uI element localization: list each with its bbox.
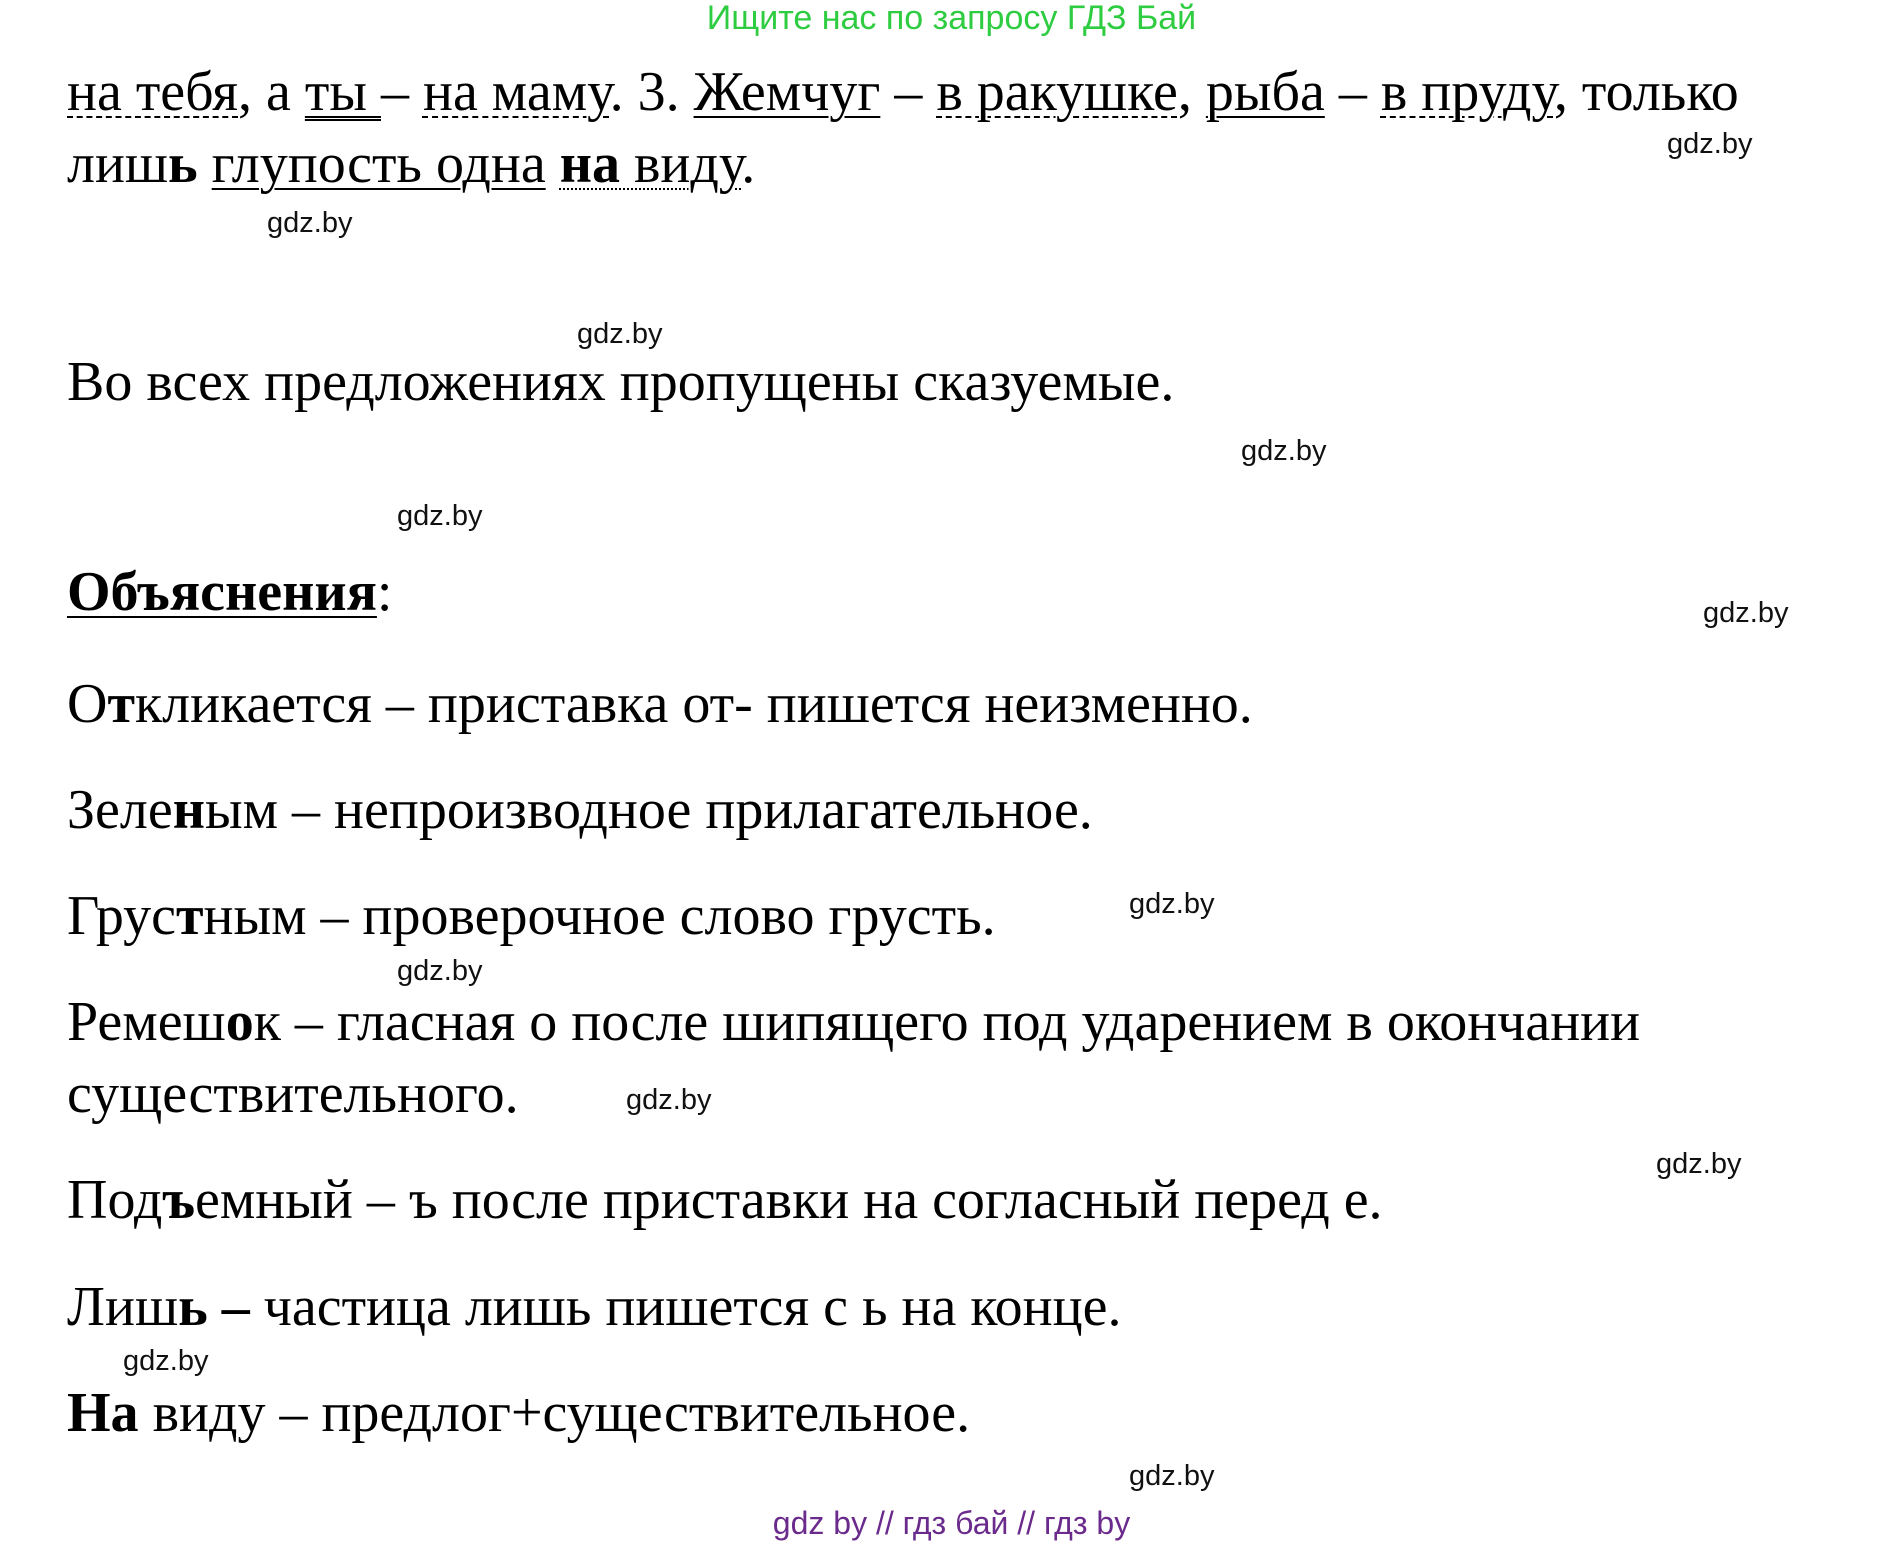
text-segment: , только bbox=[1553, 61, 1739, 123]
bold-letter: ъ bbox=[162, 1169, 195, 1231]
bold-letter: о bbox=[225, 991, 254, 1053]
text-segment: О bbox=[67, 673, 108, 735]
watermark: gdz.by bbox=[397, 955, 483, 987]
text-segment: – bbox=[1324, 61, 1381, 123]
explanations-heading bbox=[67, 560, 392, 624]
subject-word: рыба bbox=[1205, 61, 1325, 123]
text-segment: Ремеш bbox=[67, 991, 226, 1053]
bold-letter: т bbox=[107, 673, 135, 735]
text-segment: Грус bbox=[67, 885, 176, 947]
bold-letter: т bbox=[175, 885, 204, 947]
text-segment: , bbox=[1177, 61, 1206, 123]
watermark: gdz.by bbox=[1667, 128, 1753, 160]
note-line: Во всех предложениях пропущены сказуемые. bbox=[67, 351, 1175, 413]
dashed-word: на тебя bbox=[67, 61, 239, 123]
explanation-item bbox=[67, 672, 1253, 736]
explanation-item bbox=[67, 1381, 970, 1445]
bold-letter: н bbox=[172, 779, 205, 841]
watermark: gdz.by bbox=[267, 207, 353, 239]
sentence-line-1 bbox=[67, 60, 1739, 124]
watermark: gdz.by bbox=[626, 1084, 712, 1116]
explanation-item bbox=[67, 1168, 1383, 1232]
bold-preposition: на bbox=[559, 133, 620, 195]
footer-links: gdz by // гдз бай // гдз by bbox=[772, 1505, 1131, 1541]
text-segment: ным – проверочное слово грусть. bbox=[203, 885, 996, 947]
text-segment bbox=[546, 133, 560, 195]
watermark: gdz.by bbox=[1656, 1148, 1742, 1180]
dotted-word: виду bbox=[619, 133, 742, 195]
text-segment: виду – предлог+существительное. bbox=[138, 1382, 971, 1444]
explanation-item bbox=[67, 778, 1093, 842]
watermark: gdz.by bbox=[123, 1345, 209, 1377]
text-segment: частица лишь пишется с ь на конце. bbox=[249, 1276, 1122, 1338]
watermark: gdz.by bbox=[397, 500, 483, 532]
watermark: gdz.by bbox=[1241, 435, 1327, 467]
bold-letter: На bbox=[67, 1382, 139, 1444]
search-banner: Ищите нас по запросу ГДЗ Бай bbox=[706, 0, 1197, 37]
sentence-line-2 bbox=[67, 132, 755, 196]
text-segment: , а bbox=[238, 61, 305, 123]
heading-colon: : bbox=[376, 561, 393, 623]
text-segment: кликается – приставка от- пишется неизменно. bbox=[134, 673, 1253, 735]
text-segment: лиш bbox=[67, 133, 169, 195]
bold-letter: ь – bbox=[178, 1276, 250, 1338]
watermark: gdz.by bbox=[577, 318, 663, 350]
text-segment bbox=[198, 133, 212, 195]
subject-phrase: глупость одна bbox=[211, 133, 546, 195]
text-segment: емный – ъ после приставки на согласный перед е. bbox=[194, 1169, 1383, 1231]
dashed-word: в пруду bbox=[1380, 61, 1554, 123]
dashed-word: в ракушке bbox=[936, 61, 1178, 123]
text-segment: ым – непроизводное прилагательное. bbox=[204, 779, 1093, 841]
heading-title: Объяснения bbox=[67, 561, 377, 623]
bold-letter: ь bbox=[168, 133, 198, 195]
text-segment: Зеле bbox=[67, 779, 173, 841]
watermark: gdz.by bbox=[1129, 1460, 1215, 1492]
watermark: gdz.by bbox=[1129, 888, 1215, 920]
predicate-word: ты bbox=[304, 61, 381, 123]
watermark: gdz.by bbox=[1703, 597, 1789, 629]
text-segment: Лиш bbox=[67, 1276, 179, 1338]
explanation-item-continued: существительного. bbox=[67, 1063, 519, 1125]
text-segment: – bbox=[880, 61, 937, 123]
text-segment: к – гласная о после шипящего под ударением в окончании bbox=[253, 991, 1641, 1053]
dashed-word: на маму bbox=[422, 61, 610, 123]
text-segment: – bbox=[380, 61, 423, 123]
explanation-item bbox=[67, 990, 1640, 1054]
explanation-item bbox=[67, 884, 996, 948]
subject-word: Жемчуг bbox=[693, 61, 881, 123]
text-segment: . 3. bbox=[609, 61, 694, 123]
text-segment: . bbox=[741, 133, 756, 195]
explanation-item bbox=[67, 1275, 1121, 1339]
text-segment: Под bbox=[67, 1169, 163, 1231]
